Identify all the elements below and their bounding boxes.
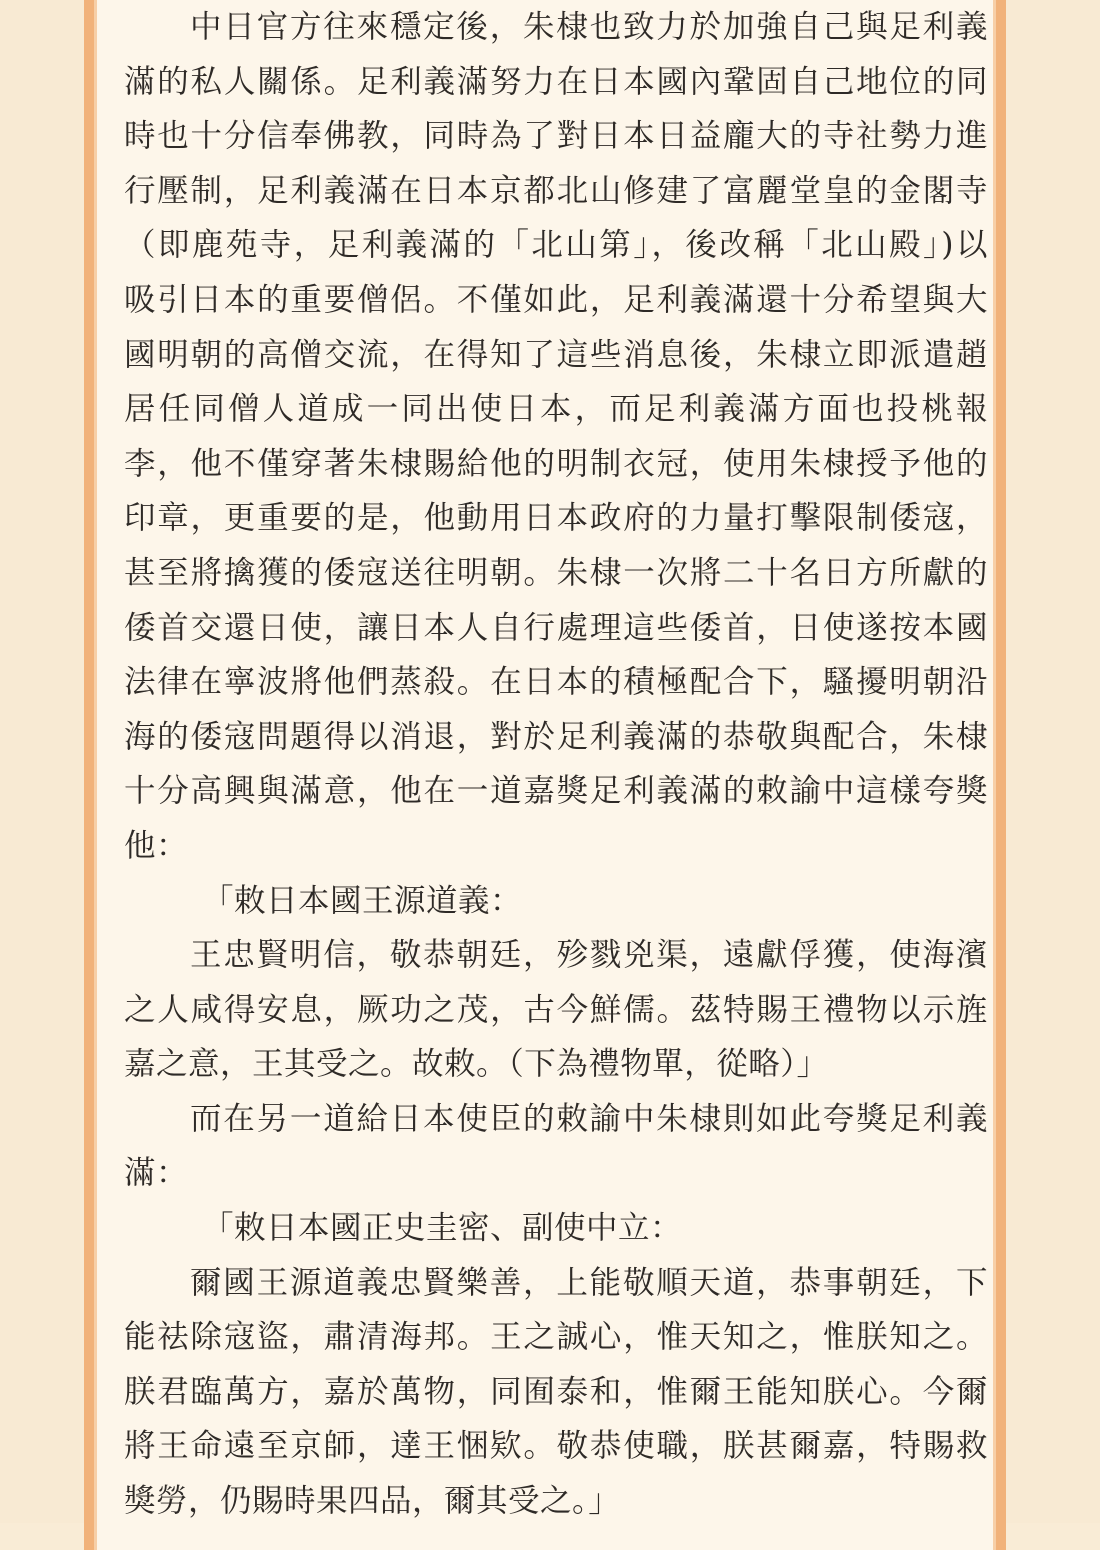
text-line: 滿： (124, 1155, 189, 1192)
text-line: 時也十分信奉佛教，同時為了對日本日益龐大的寺社勢力進 (124, 118, 988, 155)
text-line: 「敕日本國王源道義： (202, 882, 523, 919)
text-line: 朕君臨萬方，嘉於萬物，同囿泰和，惟爾王能知朕心。今爾 (124, 1373, 988, 1410)
text-line: 獎勞，仍賜時果四品，爾其受之。」 (124, 1483, 621, 1520)
text-line: 倭首交還日使，讓日本人自行處理這些倭首，日使遂按本國 (124, 609, 988, 646)
text-line: 海的倭寇問題得以消退，對於足利義滿的恭敬與配合，朱棣 (124, 718, 988, 755)
body-text (124, 0, 988, 1529)
text-line: 將王命遠至京師，達王悃欵。敬恭使職，朕甚爾嘉，特賜救 (124, 1428, 988, 1465)
text-line: 中日官方往來穩定後，朱棣也致力於加強自己與足利義 (190, 9, 988, 45)
text-line: 印章，更重要的是，他動用日本政府的力量打擊限制倭寇， (124, 500, 988, 537)
text-line: 滿的私人關係。足利義滿努力在日本國內鞏固自己地位的同 (124, 63, 988, 100)
text-line: 而在另一道給日本使臣的敕諭中朱棣則如此夸獎足利義 (190, 1100, 988, 1137)
text-line: 能祛除寇盜，肅清海邦。王之誠心，惟天知之，惟朕知之。 (124, 1319, 988, 1356)
text-line: 嘉之意，王其受之。故敕。（下為禮物單，從略）」 (124, 1046, 829, 1083)
text-line: 吸引日本的重要僧侶。不僅如此，足利義滿還十分希望與大 (124, 281, 988, 318)
text-line: 國明朝的高僧交流，在得知了這些消息後，朱棣立即派遣趙 (124, 336, 988, 373)
text-line: 王忠賢明信，敬恭朝廷，殄戮兇渠，遠獻俘獲，使海濱 (190, 937, 988, 974)
text-line: 他： (124, 827, 189, 864)
text-line: 行壓制，足利義滿在日本京都北山修建了富麗堂皇的金閣寺 (124, 172, 988, 209)
text-line: 之人咸得安息，厥功之茂，古今鮮儒。茲特賜王禮物以示旌 (124, 991, 988, 1028)
text-line: 法律在寧波將他們蒸殺。在日本的積極配合下，騷擾明朝沿 (124, 664, 988, 701)
text-line: 爾國王源道義忠賢樂善，上能敬順天道，恭事朝廷，下 (190, 1264, 988, 1301)
text-line: 甚至將擒獲的倭寇送往明朝。朱棣一次將二十名日方所獻的 (124, 554, 988, 591)
text-line: 「敕日本國正史圭密、副使中立： (202, 1210, 683, 1247)
text-line: 十分高興與滿意，他在一道嘉獎足利義滿的敕諭中這樣夸獎 (124, 773, 988, 810)
text-line: 李，他不僅穿著朱棣賜給他的明制衣冠，使用朱棣授予他的 (124, 445, 988, 482)
text-line: 居任同僧人道成一同出使日本，而足利義滿方面也投桃報 (124, 391, 988, 428)
text-line: （即鹿苑寺，足利義滿的「北山第」，後改稱「北山殿」)以 (124, 227, 988, 264)
